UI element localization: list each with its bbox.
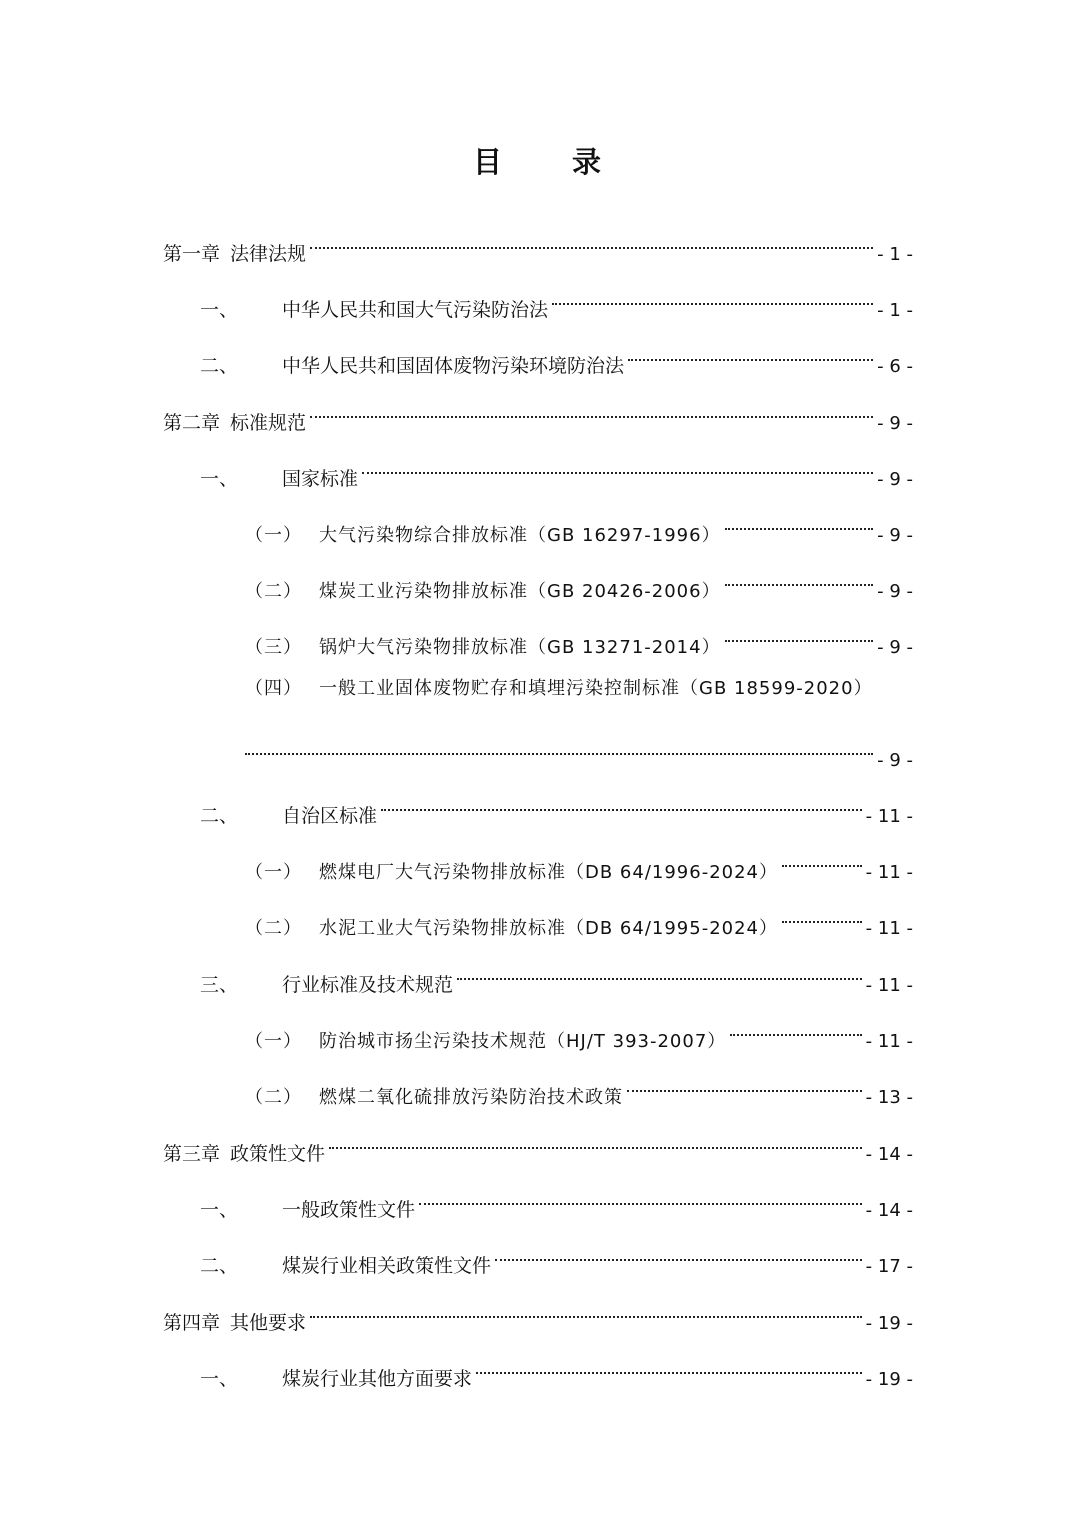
toc-entry-page: - 9 - [877, 750, 913, 771]
toc-entry-number: 一、 [200, 468, 239, 490]
dot-leader [627, 1063, 862, 1103]
toc-entry-section[interactable] [200, 332, 913, 377]
dot-leader [725, 613, 874, 653]
toc-entry-title: 自治区标准 [282, 805, 378, 827]
toc-entry-title: 燃煤二氧化硫排放污染防治技术政策 [319, 1087, 623, 1108]
toc-entry-section[interactable] [200, 951, 913, 996]
toc-entry-page: - 9 - [877, 469, 913, 490]
page-title: 目 录 [472, 145, 632, 179]
toc-entry-title: 煤炭行业其他方面要求 [282, 1368, 473, 1390]
toc-entry-page: - 9 - [877, 525, 913, 546]
toc-entry-title: 锅炉大气污染物排放标准（GB 13271-2014） [319, 637, 721, 658]
toc-entry-page: - 11 - [865, 806, 913, 827]
dot-leader [310, 1289, 862, 1329]
toc-entry-subsection[interactable] [245, 1007, 913, 1052]
toc-entry-section[interactable] [200, 276, 913, 321]
toc-entry-title: 中华人民共和国大气污染防治法 [282, 299, 549, 321]
toc-entry-section[interactable] [200, 445, 913, 490]
dot-leader [725, 501, 874, 541]
dot-leader [730, 1007, 861, 1047]
toc-entry-title: 中华人民共和国固体废物污染环境防治法 [282, 355, 625, 377]
toc-entry-title: 其他要求 [230, 1312, 307, 1334]
toc-entry-title: 燃煤电厂大气污染物排放标准（DB 64/1996-2024） [319, 862, 779, 883]
toc-entry-page: - 11 - [865, 918, 913, 939]
dot-leader [782, 894, 862, 934]
toc-entry-chapter-3[interactable] [163, 1120, 913, 1165]
toc-entry-number: 第三章 [163, 1143, 221, 1165]
toc-entry-number: （一） [245, 862, 302, 883]
toc-entry-title: 标准规范 [230, 412, 307, 434]
toc-entry-title: 行业标准及技术规范 [282, 974, 454, 996]
toc-entry-number: 第四章 [163, 1312, 221, 1334]
toc-entry-title: 一般政策性文件 [282, 1199, 416, 1221]
toc-entry-page: - 17 - [865, 1256, 913, 1277]
toc-entry-title: 防治城市扬尘污染技术规范（HJ/T 393-2007） [319, 1031, 727, 1052]
dot-leader [245, 726, 873, 766]
toc-entry-page: - 14 - [865, 1144, 913, 1165]
toc-entry-number: 一、 [200, 299, 239, 321]
toc-entry-title: 法律法规 [230, 243, 307, 265]
toc-entry-page: - 9 - [877, 581, 913, 602]
toc-entry-page: - 14 - [865, 1200, 913, 1221]
dot-leader [476, 1345, 862, 1385]
toc-entry-page: - 9 - [877, 637, 913, 658]
dot-leader [628, 332, 873, 372]
toc-entry-subsection[interactable] [245, 557, 913, 602]
toc-entry-page: - 11 - [865, 975, 913, 996]
toc-entry-chapter-4[interactable] [163, 1289, 913, 1334]
toc-entry-number: 一、 [200, 1368, 239, 1390]
dot-leader [457, 951, 862, 991]
toc-entry-chapter-1[interactable] [163, 220, 913, 265]
toc-entry-number: （一） [245, 525, 302, 546]
dot-leader [362, 445, 873, 485]
toc-entry-chapter-2[interactable] [163, 389, 913, 434]
toc-entry-title: 煤炭行业相关政策性文件 [282, 1255, 492, 1277]
toc-entry-number: （二） [245, 1087, 302, 1108]
toc-entry-number: 三、 [200, 974, 239, 996]
dot-leader [310, 220, 873, 260]
toc-entry-page: - 19 - [865, 1369, 913, 1390]
dot-leader [381, 782, 862, 822]
toc-entry-section[interactable] [200, 1345, 913, 1390]
toc-entry-page: - 9 - [877, 413, 913, 434]
toc-entry-page: - 13 - [865, 1087, 913, 1108]
toc-entry-page: - 6 - [877, 356, 913, 377]
toc-entry-page: - 11 - [865, 862, 913, 883]
toc-entry-page: - 1 - [877, 300, 913, 321]
dot-leader [310, 389, 873, 429]
dot-leader [782, 838, 862, 878]
toc-entry-number: 二、 [200, 805, 239, 827]
dot-leader [552, 276, 873, 316]
toc-entry-title: 煤炭工业污染物排放标准（GB 20426-2006） [319, 581, 721, 602]
toc-entry-title: 一般工业固体废物贮存和填埋污染控制标准（GB 18599-2020） [319, 678, 873, 699]
toc-entry-page: - 1 - [877, 244, 913, 265]
toc-entry-title: 政策性文件 [230, 1143, 326, 1165]
toc-entry-section[interactable] [200, 782, 913, 827]
toc-entry-number: （二） [245, 581, 302, 602]
toc-entry-section[interactable] [200, 1232, 913, 1277]
dot-leader [725, 557, 874, 597]
dot-leader [329, 1120, 862, 1160]
toc-entry-subsection[interactable] [245, 894, 913, 939]
toc-entry-page: - 11 - [865, 1031, 913, 1052]
toc-entry-title: 水泥工业大气污染物排放标准（DB 64/1995-2024） [319, 918, 779, 939]
toc-entry-number: 第一章 [163, 243, 221, 265]
toc-entry-number: （一） [245, 1031, 302, 1052]
toc-entry-page: - 19 - [865, 1313, 913, 1334]
toc-entry-subsection[interactable] [245, 1063, 913, 1108]
toc-entry-section[interactable] [200, 1176, 913, 1221]
toc-entry-subsection[interactable] [245, 838, 913, 883]
dot-leader [419, 1176, 862, 1216]
toc-entry-title: 大气污染物综合排放标准（GB 16297-1996） [319, 525, 721, 546]
toc-entry-subsection[interactable] [245, 501, 913, 546]
toc-entry-number: 二、 [200, 1255, 239, 1277]
toc-entry-number: （四） [245, 678, 302, 699]
toc-entry-title: 国家标准 [282, 468, 359, 490]
toc-entry-number: 第二章 [163, 412, 221, 434]
toc-entry-subsection-line2[interactable] [245, 726, 913, 771]
toc-entry-number: （三） [245, 637, 302, 658]
toc-entry-subsection-line1[interactable] [245, 669, 873, 709]
toc-entry-number: 一、 [200, 1199, 239, 1221]
toc-entry-number: （二） [245, 918, 302, 939]
toc-entry-subsection[interactable] [245, 613, 913, 658]
dot-leader [495, 1232, 862, 1272]
toc-entry-number: 二、 [200, 355, 239, 377]
